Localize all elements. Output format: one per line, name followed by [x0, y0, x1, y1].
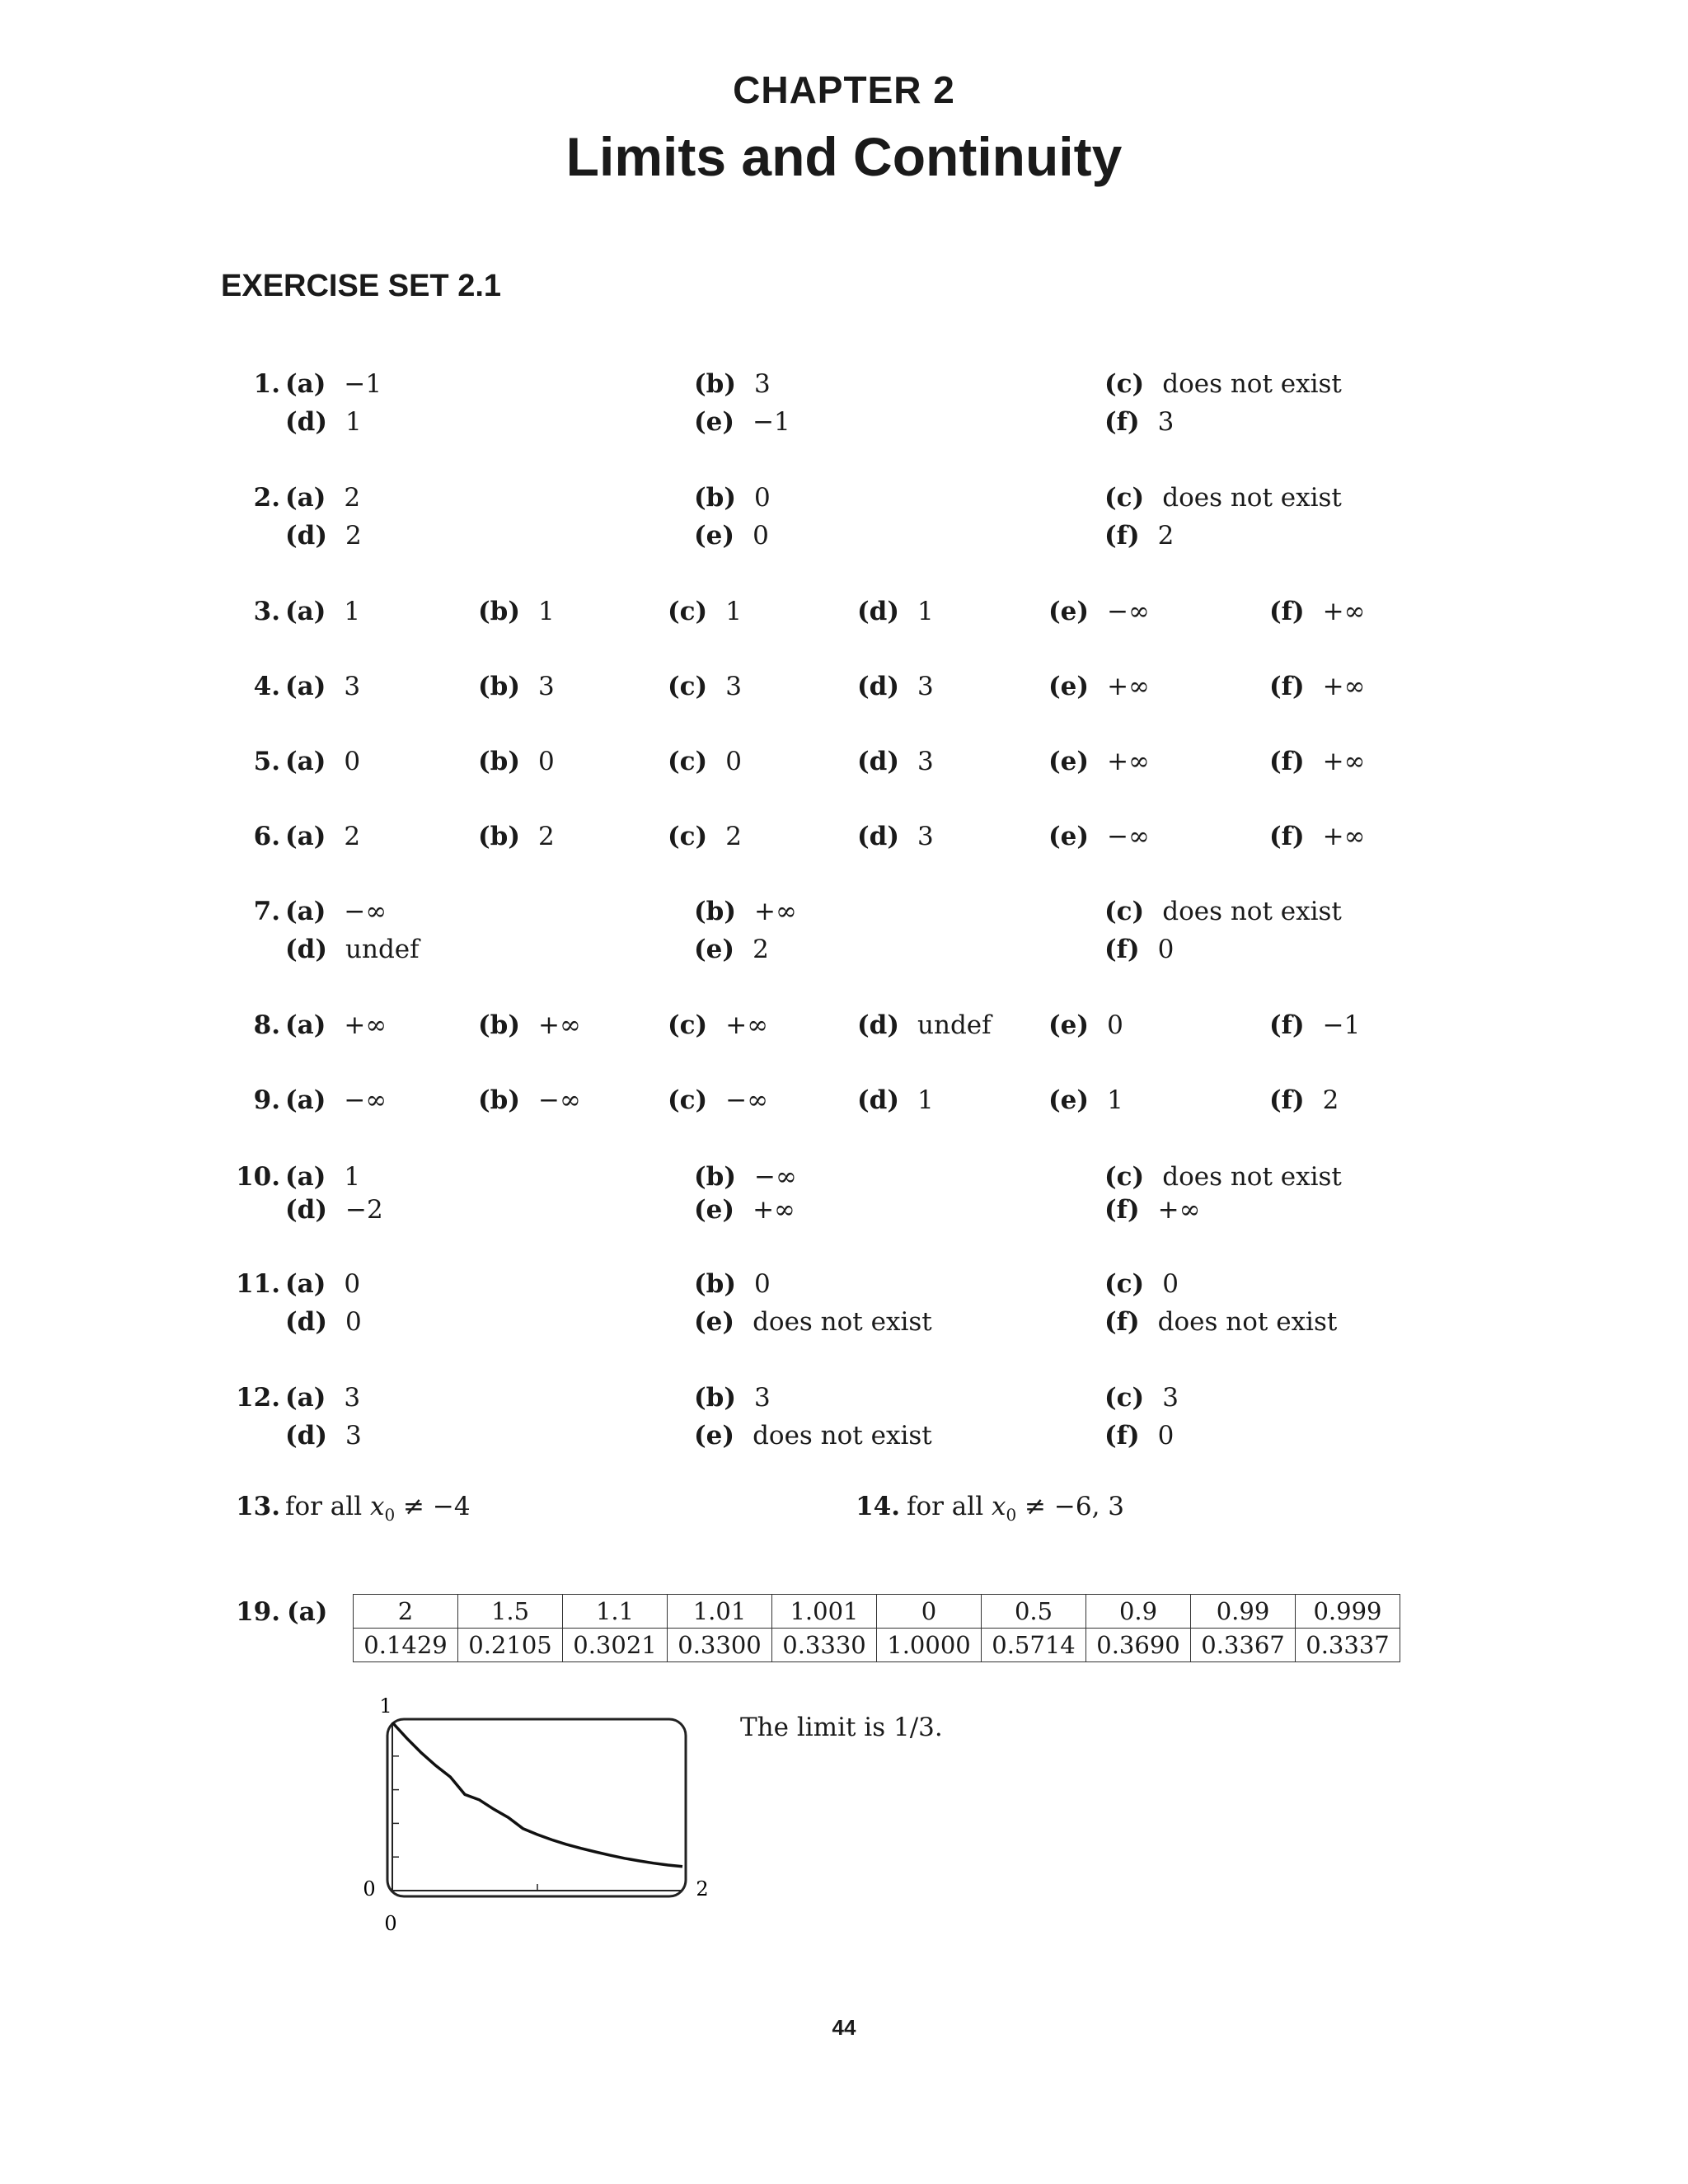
problem-number: 4. [253, 672, 280, 701]
answer-part [285, 1162, 360, 1192]
answer-part [1269, 672, 1365, 701]
answer-part [1269, 1085, 1339, 1115]
part-label: (b) [478, 597, 521, 626]
problem-number: 3. [253, 597, 280, 626]
part-label: (c) [1104, 483, 1145, 513]
answer-part [1104, 1162, 1342, 1192]
answer-part [1104, 1383, 1179, 1413]
problem-number: 7. [253, 897, 280, 926]
part-label: (f) [1269, 747, 1305, 776]
part-value: undef [345, 935, 420, 964]
part-label: (a) [285, 1010, 326, 1040]
part-label: (f) [1104, 1307, 1140, 1337]
part-value: +∞ [1157, 1195, 1201, 1225]
part-value: 0 [1157, 935, 1175, 964]
part-value: +∞ [753, 1195, 795, 1225]
part-value: +∞ [725, 1010, 769, 1040]
answer-part [478, 672, 555, 701]
part-value: does not exist [753, 1421, 932, 1451]
part-value: 1 [917, 1085, 934, 1115]
part-label: (a) [287, 1597, 328, 1627]
part-value: 0 [1107, 1010, 1123, 1040]
part-value: −1 [344, 369, 382, 399]
part-value: +∞ [1322, 747, 1366, 776]
problem-number: 11. [236, 1269, 280, 1299]
part-value: +∞ [1107, 672, 1150, 701]
part-value: does not exist [1162, 369, 1342, 399]
answer-part [1048, 1010, 1123, 1040]
table-cell-f: 0.3330 [772, 1629, 877, 1662]
part-label: (c) [1104, 1383, 1145, 1413]
table-cell-x: 1.1 [563, 1595, 668, 1629]
part-label: (f) [1104, 407, 1140, 437]
part-value: −2 [345, 1195, 383, 1225]
part-label: (b) [694, 1162, 737, 1192]
part-value: 2 [1157, 521, 1175, 551]
part-value: 1 [538, 597, 555, 626]
part-value: −∞ [725, 1085, 769, 1115]
part-label: (d) [857, 672, 900, 701]
part-value: 1 [1107, 1085, 1123, 1115]
part-value: 1 [917, 597, 934, 626]
answer-part [694, 897, 797, 926]
answer-part [285, 747, 360, 776]
answer-part [285, 369, 382, 399]
part-value: 2 [538, 822, 555, 851]
part-label: (a) [285, 897, 326, 926]
part-value: 3 [538, 672, 555, 701]
part-value: 0 [344, 747, 361, 776]
part-value: 3 [917, 747, 934, 776]
part-label: (e) [694, 1421, 735, 1451]
part-value: 3 [754, 1383, 771, 1413]
part-value: 2 [725, 822, 742, 851]
part-label: (b) [478, 1010, 521, 1040]
answer-part [478, 597, 555, 626]
answer-part [285, 1269, 360, 1299]
part-value: 3 [344, 1383, 361, 1413]
chapter-label: CHAPTER 2 [733, 68, 955, 111]
part-label: (f) [1104, 521, 1140, 551]
answer-part [694, 1383, 771, 1413]
part-value: 0 [1162, 1269, 1179, 1299]
answer-part [285, 672, 360, 701]
part-label: (e) [694, 407, 735, 437]
part-label: (d) [285, 1421, 328, 1451]
part-value: 3 [917, 822, 934, 851]
table-cell-f: 0.3690 [1086, 1629, 1191, 1662]
answer-part [1048, 822, 1150, 851]
part-label: (a) [285, 1383, 326, 1413]
answer-part [668, 1085, 768, 1115]
part-value: −∞ [344, 1085, 387, 1115]
part-value: +∞ [1322, 822, 1366, 851]
part-label: (b) [478, 1085, 521, 1115]
answer-part [694, 1421, 932, 1451]
answer-part [1104, 1421, 1174, 1451]
answer-part [1269, 822, 1365, 851]
part-value: 2 [344, 822, 361, 851]
part-value: 2 [345, 521, 362, 551]
part-value: 0 [754, 483, 771, 513]
answer-part [668, 747, 742, 776]
exercise-set-title: EXERCISE SET 2.1 [221, 269, 502, 303]
part-value: 0 [754, 1269, 771, 1299]
answer-part [1104, 897, 1342, 926]
problem-13-answer: for all $x_0 \ne -4$ [285, 1492, 471, 1526]
table-cell-f: 0.5714 [982, 1629, 1086, 1662]
part-label: (f) [1104, 1421, 1140, 1451]
graph-frame [387, 1719, 686, 1896]
answer-part [668, 597, 742, 626]
table-cell-x: 2 [354, 1595, 458, 1629]
part-value: 3 [344, 672, 361, 701]
part-label: (a) [285, 597, 326, 626]
part-label: (f) [1269, 1010, 1305, 1040]
limit-note: The limit is 1/3. [740, 1713, 943, 1742]
part-label: (f) [1269, 822, 1305, 851]
part-label: (d) [857, 1010, 900, 1040]
answer-part [1104, 521, 1174, 551]
part-label: (a) [285, 672, 326, 701]
part-value: 2 [344, 483, 361, 513]
part-label: (c) [668, 597, 708, 626]
part-value: 0 [753, 521, 769, 551]
answer-part [1048, 747, 1150, 776]
part-value: −1 [753, 407, 790, 437]
part-value: 0 [344, 1269, 361, 1299]
part-label: (b) [694, 1383, 737, 1413]
problem-number: 12. [236, 1383, 280, 1413]
answer-part [1048, 672, 1150, 701]
part-label: (a) [285, 1269, 326, 1299]
part-value: −∞ [1107, 822, 1150, 851]
part-value: 0 [345, 1307, 362, 1337]
part-label: (c) [1104, 1269, 1145, 1299]
part-label: (e) [1048, 747, 1090, 776]
answer-part [668, 672, 742, 701]
part-label: (d) [285, 935, 328, 964]
part-label: (f) [1269, 597, 1305, 626]
part-label: (e) [1048, 597, 1090, 626]
answer-part [1104, 407, 1174, 437]
table-cell-f: 0.3367 [1191, 1629, 1296, 1662]
answer-part [1048, 1085, 1123, 1115]
part-value: does not exist [1162, 483, 1342, 513]
answer-part [857, 822, 934, 851]
table-cell-x: 0.5 [982, 1595, 1086, 1629]
answer-part [857, 1010, 992, 1040]
answer-part [668, 1010, 768, 1040]
answer-part [285, 1383, 360, 1413]
part-label: (b) [478, 672, 521, 701]
part-label: (e) [694, 521, 735, 551]
part-label: (d) [857, 747, 900, 776]
answer-part [694, 483, 771, 513]
problem-14-answer: for all $x_0 \ne -6$, 3 [907, 1492, 1125, 1526]
part-label: (e) [1048, 1085, 1090, 1115]
part-value: 3 [1162, 1383, 1179, 1413]
table-cell-f: 0.1429 [354, 1629, 458, 1662]
problem-number: 2. [253, 483, 280, 513]
table-cell-f: 1.0000 [877, 1629, 982, 1662]
answer-part [285, 1195, 383, 1225]
table-cell-x: 1.001 [772, 1595, 877, 1629]
part-label: (e) [1048, 672, 1090, 701]
part-value: +∞ [754, 897, 797, 926]
part-label: (d) [285, 1307, 328, 1337]
part-value: +∞ [538, 1010, 581, 1040]
part-value: undef [917, 1010, 992, 1040]
part-value: 0 [725, 747, 742, 776]
part-value: +∞ [344, 1010, 387, 1040]
part-label: (e) [694, 935, 735, 964]
part-value: 1 [344, 1162, 361, 1192]
y-tick-label-max: 1 [379, 1694, 392, 1718]
answer-part [694, 1307, 932, 1337]
problem-number: 19. [236, 1597, 280, 1627]
part-value: 2 [1322, 1085, 1339, 1115]
part-label: (b) [478, 747, 521, 776]
part-label: (e) [1048, 1010, 1090, 1040]
answer-part [285, 1010, 387, 1040]
part-label: (b) [694, 483, 737, 513]
limit-graph [354, 1690, 717, 1945]
part-value: +∞ [1322, 597, 1366, 626]
part-value: −∞ [538, 1085, 581, 1115]
part-value: 3 [725, 672, 742, 701]
answer-part [694, 1195, 795, 1225]
problem-number: 5. [253, 747, 280, 776]
part-label: (d) [285, 407, 328, 437]
answer-part [1104, 369, 1342, 399]
problem-number: 14. [856, 1492, 900, 1521]
part-value: does not exist [753, 1307, 932, 1337]
answer-part [857, 597, 934, 626]
part-value: 3 [345, 1421, 362, 1451]
part-label: (a) [285, 369, 326, 399]
part-label: (c) [668, 672, 708, 701]
part-value: 3 [754, 369, 771, 399]
y-tick-label-min: 0 [363, 1877, 376, 1900]
problem-number: 1. [253, 369, 280, 399]
part-label: (f) [1269, 672, 1305, 701]
series-line [392, 1722, 682, 1867]
part-label: (e) [1048, 822, 1090, 851]
part-label: (b) [694, 1269, 737, 1299]
answer-part [694, 407, 790, 437]
answer-part [694, 1162, 797, 1192]
part-value: does not exist [1162, 1162, 1342, 1192]
answer-part [1104, 483, 1342, 513]
part-value: +∞ [1107, 747, 1150, 776]
part-label: (a) [285, 822, 326, 851]
part-label: (e) [694, 1195, 735, 1225]
answer-part [285, 1085, 387, 1115]
part-label: (c) [1104, 369, 1145, 399]
part-value: 2 [753, 935, 769, 964]
answer-part [1269, 747, 1365, 776]
part-value: +∞ [1322, 672, 1366, 701]
part-value: 0 [1157, 1421, 1175, 1451]
answer-part [1104, 935, 1174, 964]
table-cell-x: 0 [877, 1595, 982, 1629]
part-value: 0 [538, 747, 555, 776]
answer-part [285, 1307, 362, 1337]
answer-part [1269, 1010, 1360, 1040]
part-label: (a) [285, 1085, 326, 1115]
part-value: 1 [345, 407, 362, 437]
answer-part [478, 1010, 581, 1040]
part-label: (d) [285, 521, 328, 551]
part-label: (c) [1104, 897, 1145, 926]
part-label: (d) [857, 597, 900, 626]
answer-part [285, 483, 360, 513]
answer-part [1104, 1269, 1179, 1299]
page-number: 44 [832, 2015, 856, 2040]
table-cell-x: 0.99 [1191, 1595, 1296, 1629]
answer-part [285, 822, 360, 851]
chapter-title: Limits and Continuity [565, 126, 1123, 187]
answer-part [857, 1085, 934, 1115]
answer-part [285, 597, 360, 626]
part-label: (d) [857, 822, 900, 851]
answer-part [1104, 1307, 1337, 1337]
part-label: (c) [668, 1085, 708, 1115]
answer-part [285, 407, 362, 437]
part-label: (e) [694, 1307, 735, 1337]
part-value: 1 [344, 597, 361, 626]
part-value: −∞ [754, 1162, 797, 1192]
answer-part [694, 1269, 771, 1299]
answer-part [285, 935, 420, 964]
part-value: −1 [1322, 1010, 1361, 1040]
table-cell-x: 0.999 [1296, 1595, 1400, 1629]
answer-part [694, 369, 771, 399]
x-origin-label: 0 [384, 1912, 397, 1935]
answer-part [478, 747, 555, 776]
table-row-f [354, 1629, 1400, 1662]
part-label: (d) [857, 1085, 900, 1115]
table-cell-f: 0.3021 [563, 1629, 668, 1662]
answer-part [857, 747, 934, 776]
part-value: −∞ [344, 897, 387, 926]
part-label: (a) [285, 1162, 326, 1192]
table-cell-x: 1.01 [668, 1595, 772, 1629]
part-label: (d) [285, 1195, 328, 1225]
part-label: (a) [285, 747, 326, 776]
table-cell-x: 0.9 [1086, 1595, 1191, 1629]
part-label: (c) [668, 747, 708, 776]
part-value: −∞ [1107, 597, 1150, 626]
answer-part [694, 935, 769, 964]
problem-number: 9. [253, 1085, 280, 1115]
problem-number: 8. [253, 1010, 280, 1040]
part-label: (b) [694, 369, 737, 399]
answer-part [1104, 1195, 1200, 1225]
problem-number: 6. [253, 822, 280, 851]
answer-part [1269, 597, 1365, 626]
part-label: (a) [285, 483, 326, 513]
table-cell-f: 0.2105 [458, 1629, 563, 1662]
part-value: 3 [1157, 407, 1175, 437]
part-label: (f) [1104, 1195, 1140, 1225]
table-cell-x: 1.5 [458, 1595, 563, 1629]
part-value: 1 [725, 597, 742, 626]
table-cell-f: 0.3300 [668, 1629, 772, 1662]
problem-number: 10. [236, 1162, 280, 1192]
part-label: (c) [668, 822, 708, 851]
values-table [353, 1594, 1400, 1662]
x-tick-label-max: 2 [696, 1877, 709, 1900]
part-label: (c) [668, 1010, 708, 1040]
part-value: 3 [917, 672, 934, 701]
answer-part [1048, 597, 1150, 626]
part-label: (b) [694, 897, 737, 926]
answer-part [478, 822, 555, 851]
answer-part [694, 521, 769, 551]
part-value: does not exist [1157, 1307, 1338, 1337]
part-label: (c) [1104, 1162, 1145, 1192]
answer-part [285, 897, 387, 926]
table-row-x [354, 1595, 1400, 1629]
answer-part [478, 1085, 581, 1115]
answer-part [285, 521, 362, 551]
part-value: does not exist [1162, 897, 1342, 926]
part-label: (f) [1104, 935, 1140, 964]
problem-number: 13. [236, 1492, 280, 1521]
answer-part [285, 1421, 362, 1451]
graph-axes [392, 1722, 682, 1891]
part-label: (b) [478, 822, 521, 851]
part-label: (f) [1269, 1085, 1305, 1115]
answer-part [857, 672, 934, 701]
table-cell-f: 0.3337 [1296, 1629, 1400, 1662]
answer-part [668, 822, 742, 851]
